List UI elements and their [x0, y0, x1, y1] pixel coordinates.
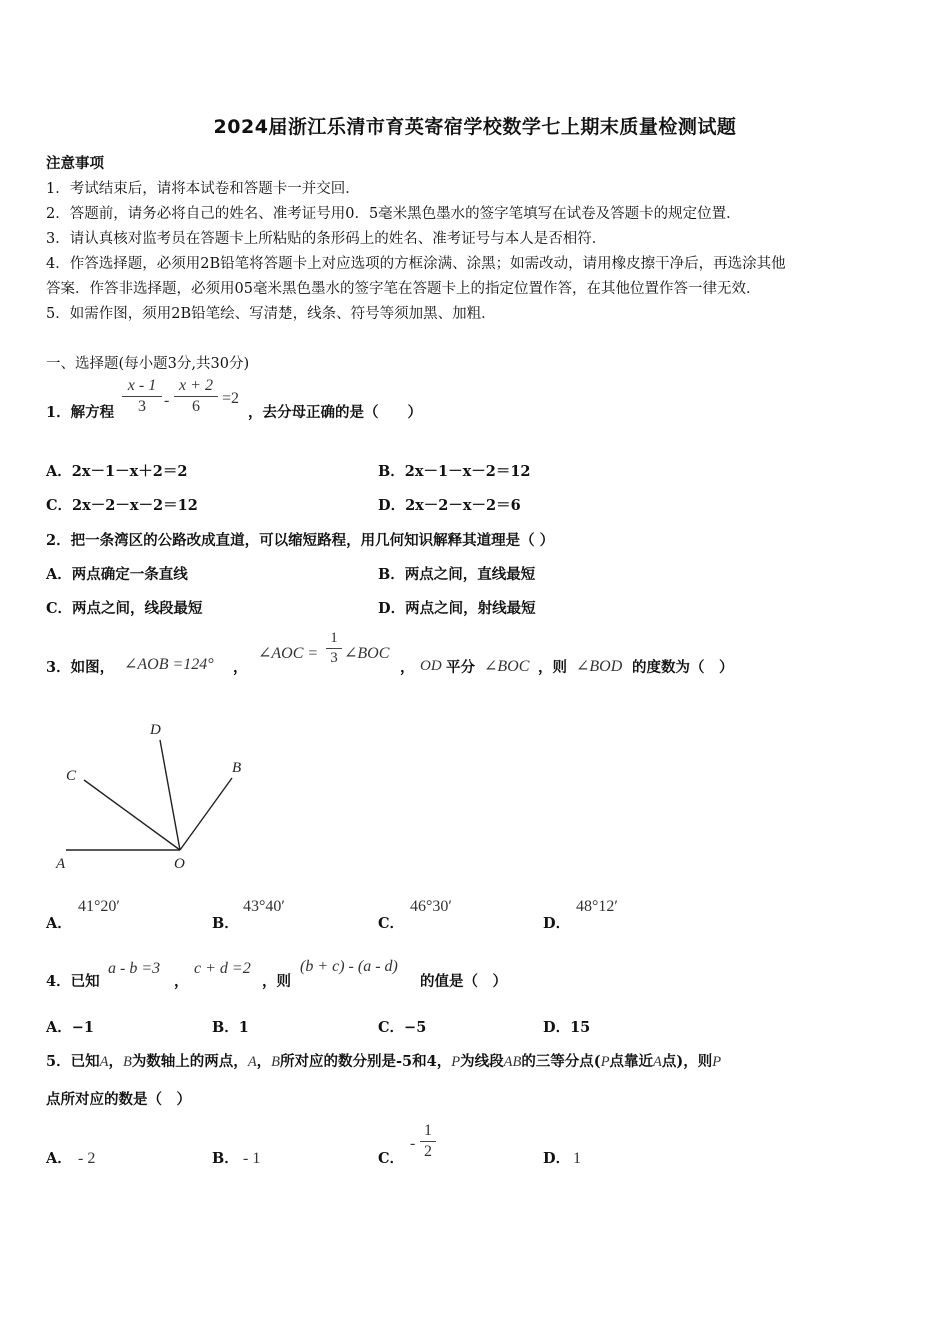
- q2-option-a[interactable]: A．两点确定一条直线: [46, 566, 188, 583]
- notice-item: 4．作答选择题，必须用2B铅笔将答题卡上对应选项的方框涂满、涂黑；如需改动，请用橡皮擦干净后，再选涂其他: [46, 256, 786, 272]
- q1-option-a[interactable]: A．2x－1－x＋2＝2: [46, 463, 188, 480]
- q1-frac1-num: x - 1: [127, 377, 157, 394]
- q4-prefix: 4．已知: [46, 973, 100, 990]
- q5-option-d-value: 1: [573, 1150, 581, 1167]
- q5-line-1: 5．已知A，B为数轴上的两点，A，B所对应的数分别是-5和4，P为线段AB的三等分点(P点靠近A点)，则P: [46, 1053, 722, 1070]
- q4-expr-3: (b + c) - (a - d): [300, 958, 398, 975]
- q4-suffix: 的值是（ ）: [420, 973, 507, 990]
- q1-frac1-den: 3: [138, 398, 146, 415]
- q2-option-b[interactable]: B．两点之间，直线最短: [378, 566, 536, 583]
- q3-bod: ∠BOD: [576, 658, 623, 675]
- q5-option-d-label[interactable]: D．: [543, 1150, 571, 1167]
- q5-option-a-label[interactable]: A．: [46, 1150, 72, 1167]
- q3-prefix: 3．如图，: [46, 659, 115, 676]
- q1-fraction-2: [174, 377, 218, 416]
- q5-option-c-minus: -: [410, 1135, 416, 1152]
- q5-option-a-value: - 2: [78, 1150, 96, 1167]
- q3-angle-aob: ∠AOB =124°: [124, 656, 214, 673]
- label-a: A: [56, 856, 66, 872]
- q5-option-b-value: - 1: [243, 1150, 261, 1167]
- page-title: 2024届浙江乐清市育英寄宿学校数学七上期末质量检测试题: [213, 116, 737, 138]
- notice-item: 3．请认真核对监考员在答题卡上所粘贴的条形码上的姓名、准考证号与本人是否相符．: [46, 231, 607, 247]
- section-heading: 一、选择题(每小题3分,共30分): [46, 356, 250, 372]
- ray-ob: [180, 778, 232, 850]
- q3-comma-1: ，: [233, 659, 248, 676]
- ray-od: [160, 740, 180, 850]
- q1-option-d[interactable]: D．2x－2－x－2＝6: [378, 497, 521, 514]
- label-d: D: [150, 722, 161, 738]
- q5-option-b-label[interactable]: B．: [212, 1150, 239, 1167]
- notice-item: 5．如需作图，须用2B铅笔绘、写清楚，线条、符号等须加黑、加粗．: [46, 306, 496, 322]
- q3-option-a-label[interactable]: A．: [46, 915, 72, 932]
- q4-expr-1: a - b =3: [108, 960, 161, 977]
- q3-option-a-value: 41°20′: [78, 898, 120, 915]
- q1-prefix: 1．解方程: [46, 404, 115, 421]
- label-b: B: [232, 760, 242, 776]
- q1-suffix: ，去分母正确的是（ ）: [248, 404, 422, 421]
- q4-then: ，则: [262, 973, 291, 990]
- q4-comma: ，: [174, 973, 189, 990]
- notice-item: 1．考试结束后，请将本试卷和答题卡一并交回．: [46, 181, 360, 197]
- q2-stem: 2．把一条湾区的公路改成直道，可以缩短路程，用几何知识解释其道理是（ ）: [46, 532, 555, 549]
- q3-angle-figure: [50, 712, 270, 877]
- q1-frac2-den: 6: [192, 398, 200, 415]
- q5-option-c-label[interactable]: C．: [378, 1150, 405, 1167]
- q4-option-a[interactable]: A．−1: [46, 1019, 95, 1036]
- q5-line-2: 点所对应的数是（ ）: [46, 1091, 191, 1108]
- q2-option-c[interactable]: C．两点之间，线段最短: [46, 600, 203, 617]
- notice-item: 答案．作答非选择题，必须用05毫米黑色墨水的签字笔在答题卡上的指定位置作答，在其他位置作答一律无效．: [46, 281, 761, 297]
- q4-option-c[interactable]: C．−5: [378, 1019, 427, 1036]
- q3-option-c-value: 46°30′: [410, 898, 452, 915]
- q4-option-d[interactable]: D．15: [543, 1019, 591, 1036]
- q3-then: ，则: [538, 659, 567, 676]
- q3-option-b-value: 43°40′: [243, 898, 285, 915]
- q3-comma-2: ，: [400, 659, 415, 676]
- q3-option-d-label[interactable]: D．: [543, 915, 571, 932]
- q3-bisect: 平分: [446, 659, 475, 676]
- q4-expr-2: c + d =2: [194, 960, 251, 977]
- q3-fraction: 1 3: [326, 630, 342, 667]
- q3-option-d-value: 48°12′: [576, 898, 618, 915]
- label-c: C: [66, 768, 77, 784]
- q1-minus: -: [164, 392, 170, 409]
- q1-equals: =2: [222, 390, 240, 407]
- q1-fraction-1: [122, 377, 162, 416]
- q1-option-c[interactable]: C．2x－2－x－2＝12: [46, 497, 198, 514]
- notice-heading: 注意事项: [46, 155, 104, 172]
- label-o: O: [174, 856, 185, 872]
- q1-option-b[interactable]: B．2x－1－x－2＝12: [378, 463, 531, 480]
- q3-option-c-label[interactable]: C．: [378, 915, 405, 932]
- q3-option-b-label[interactable]: B．: [212, 915, 239, 932]
- q4-option-b[interactable]: B．1: [212, 1019, 249, 1036]
- q3-od: OD: [420, 658, 442, 674]
- q3-aoc-left: ∠AOC =: [258, 645, 319, 662]
- q2-option-d[interactable]: D．两点之间，射线最短: [378, 600, 536, 617]
- q3-suffix: 的度数为（ ）: [632, 659, 734, 676]
- q5-option-c-fraction: 1 2: [420, 1122, 436, 1161]
- notice-item: 2．答题前，请务必将自己的姓名、准考证号用0．5毫米黑色墨水的签字笔填写在试卷及答题卡的规定位置．: [46, 206, 741, 222]
- q1-frac2-num: x + 2: [179, 377, 213, 394]
- q3-aoc-right: ∠BOC: [344, 645, 390, 662]
- q3-boc: ∠BOC: [484, 658, 530, 675]
- ray-oc: [84, 780, 180, 850]
